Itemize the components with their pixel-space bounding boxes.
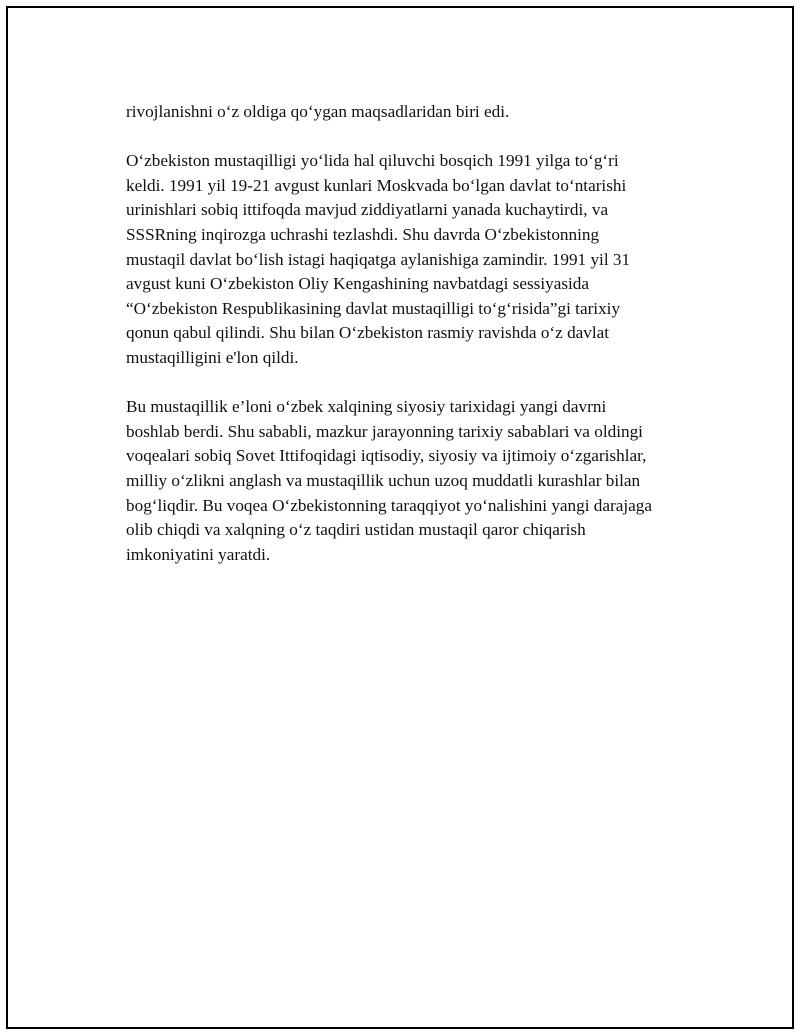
text-line: voqealari sobiq Sovet Ittifoqidagi iqtisodiy, siyosiy va ijtimoiy o‘zgarishlar,: [126, 446, 647, 466]
page-frame: [6, 6, 794, 1029]
document-body: [126, 100, 706, 592]
text-line: “O‘zbekiston Respublikasining davlat mustaqilligi to‘g‘risida”gi tarixiy: [126, 298, 621, 318]
text-line: rivojlanishni o‘z oldiga qo‘ygan maqsadlaridan biri edi.: [126, 102, 510, 121]
text-line: imkoniyatini yaratdi.: [126, 544, 271, 564]
text-line: qonun qabul qilindi. Shu bilan O‘zbekiston rasmiy ravishda o‘z davlat: [126, 323, 610, 343]
paragraph-1: [126, 100, 706, 125]
text-line: urinishlari sobiq ittifoqda mavjud ziddiyatlarni yanada kuchaytirdi, va: [126, 200, 609, 220]
text-line: Bu mustaqillik e’loni o‘zbek xalqining siyosiy tarixidagi yangi davrni: [126, 397, 607, 417]
text-line: boshlab berdi. Shu sababli, mazkur jarayonning tarixiy sabablari va oldingi: [126, 421, 643, 441]
paragraph-3: [126, 395, 706, 567]
text-line: mustaqil davlat bo‘lish istagi haqiqatga aylanishiga zamindir. 1991 yil 31: [126, 249, 631, 269]
text-line: keldi. 1991 yil 19-21 avgust kunlari Moskvada bo‘lgan davlat to‘ntarishi: [126, 175, 627, 195]
text-line: bog‘liqdir. Bu voqea O‘zbekistonning taraqqiyot yo‘nalishini yangi darajaga: [126, 495, 653, 515]
text-line: avgust kuni O‘zbekiston Oliy Kengashining navbatdagi sessiyasida: [126, 274, 590, 294]
text-line: olib chiqdi va xalqning o‘z taqdiri ustidan mustaqil qaror chiqarish: [126, 520, 586, 540]
text-line: SSSRning inqirozga uchrashi tezlashdi. Shu davrda O‘zbekistonning: [126, 224, 600, 244]
text-line: O‘zbekiston mustaqilligi yo‘lida hal qiluvchi bosqich 1991 yilga to‘g‘ri: [126, 151, 619, 171]
text-line: mustaqilligini e'lon qildi.: [126, 347, 299, 367]
text-line: milliy o‘zlikni anglash va mustaqillik uchun uzoq muddatli kurashlar bilan: [126, 470, 641, 490]
paragraph-2: [126, 149, 706, 370]
